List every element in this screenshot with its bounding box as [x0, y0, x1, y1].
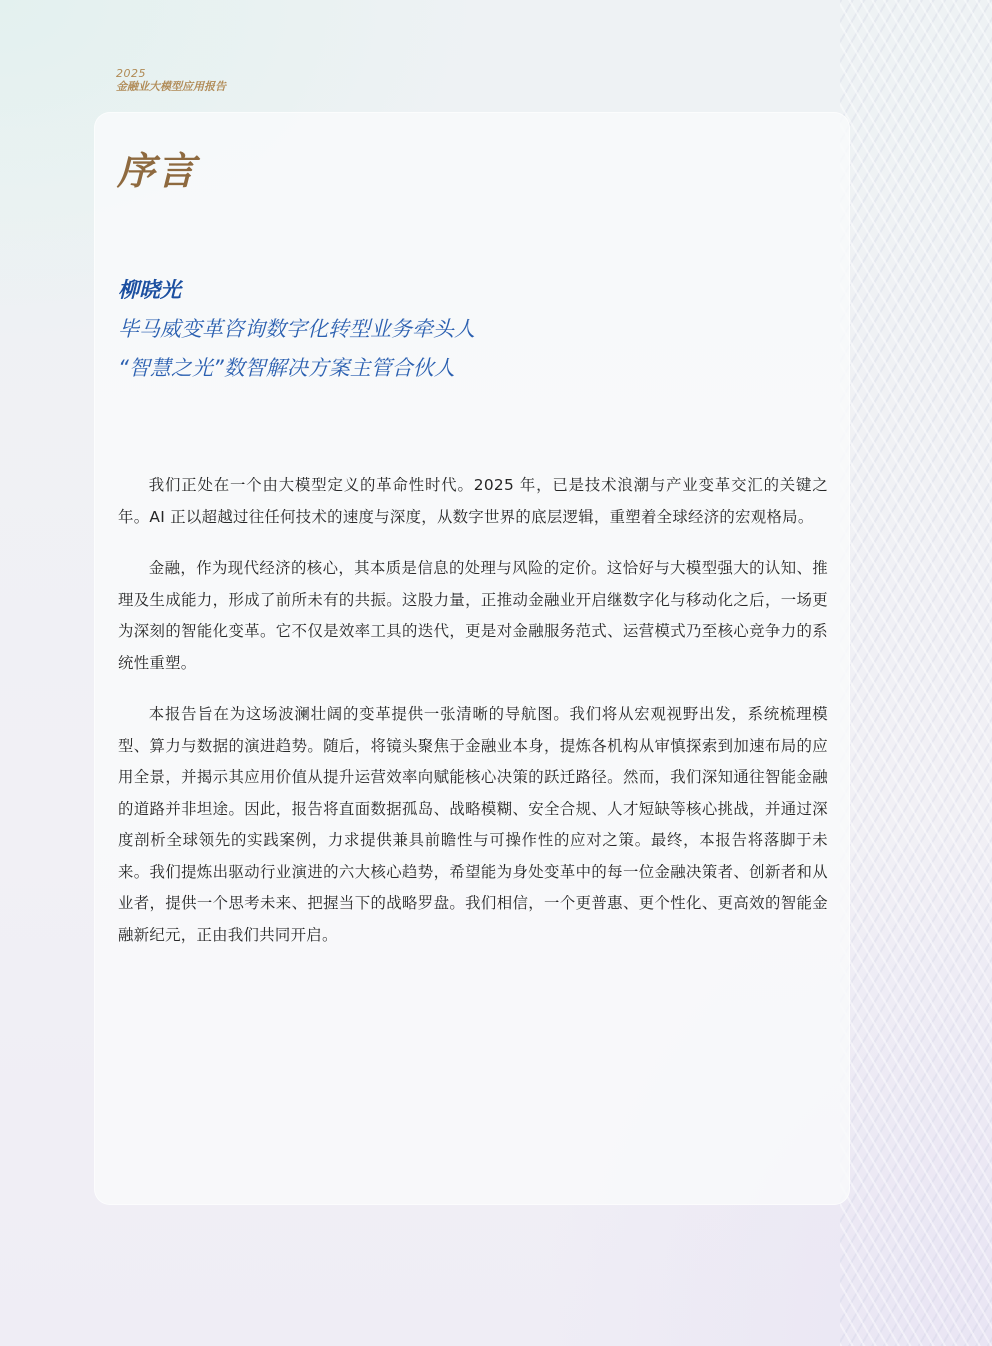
- author-role-1: 毕马威变革咨询数字化转型业务牵头人: [118, 317, 475, 341]
- page-title: 序言: [117, 149, 198, 193]
- author-name: 柳晓光: [118, 278, 181, 302]
- paragraph-1: 我们正处在一个由大模型定义的革命性时代。2025 年，已是技术浪潮与产业变革交汇的关键之年。AI 正以超越过往任何技术的速度与深度，从数字世界的底层逻辑，重塑着全球经济的宏观格局。: [118, 476, 828, 526]
- report-year: 2025: [116, 67, 146, 80]
- report-header: [116, 68, 226, 93]
- paragraph-3: 本报告旨在为这场波澜壮阔的变革提供一张清晰的导航图。我们将从宏观视野出发，系统梳理模型、算力与数据的演进趋势。随后，将镜头聚焦于金融业本身，提炼各机构从审慎探索到加速布局的应用全景，并揭示其应用价值从提升运营效率向赋能核心决策的跃迁路径。然而，我们深知通往智能金融的道路并非坦途。因此，报告将直面数据孤岛、战略模糊、安全合规、人才短缺等核心挑战，并通过深度剖析全球领先的实践案例，力求提供兼具前瞻性与可操作性的应对之策。最终，本报告将落脚于未来。我们提炼出驱动行业演进的六大核心趋势，希望能为身处变革中的每一位金融决策者、创新者和从业者，提供一个思考未来、把握当下的战略罗盘。我们相信，一个更普惠、更个性化、更高效的智能金融新纪元，正由我们共同开启。: [118, 705, 828, 944]
- preface-body: [118, 470, 828, 971]
- background-texture: [840, 0, 992, 1346]
- report-name: 金融业大模型应用报告: [116, 79, 226, 93]
- paragraph-2: 金融，作为现代经济的核心，其本质是信息的处理与风险的定价。这恰好与大模型强大的认知、推理及生成能力，形成了前所未有的共振。这股力量，正推动金融业开启继数字化与移动化之后，一场更为深刻的智能化变革。它不仅是效率工具的迭代，更是对金融服务范式、运营模式乃至核心竞争力的系统性重塑。: [118, 559, 828, 672]
- author-role-2: “智慧之光”数智解决方案主管合伙人: [118, 356, 455, 380]
